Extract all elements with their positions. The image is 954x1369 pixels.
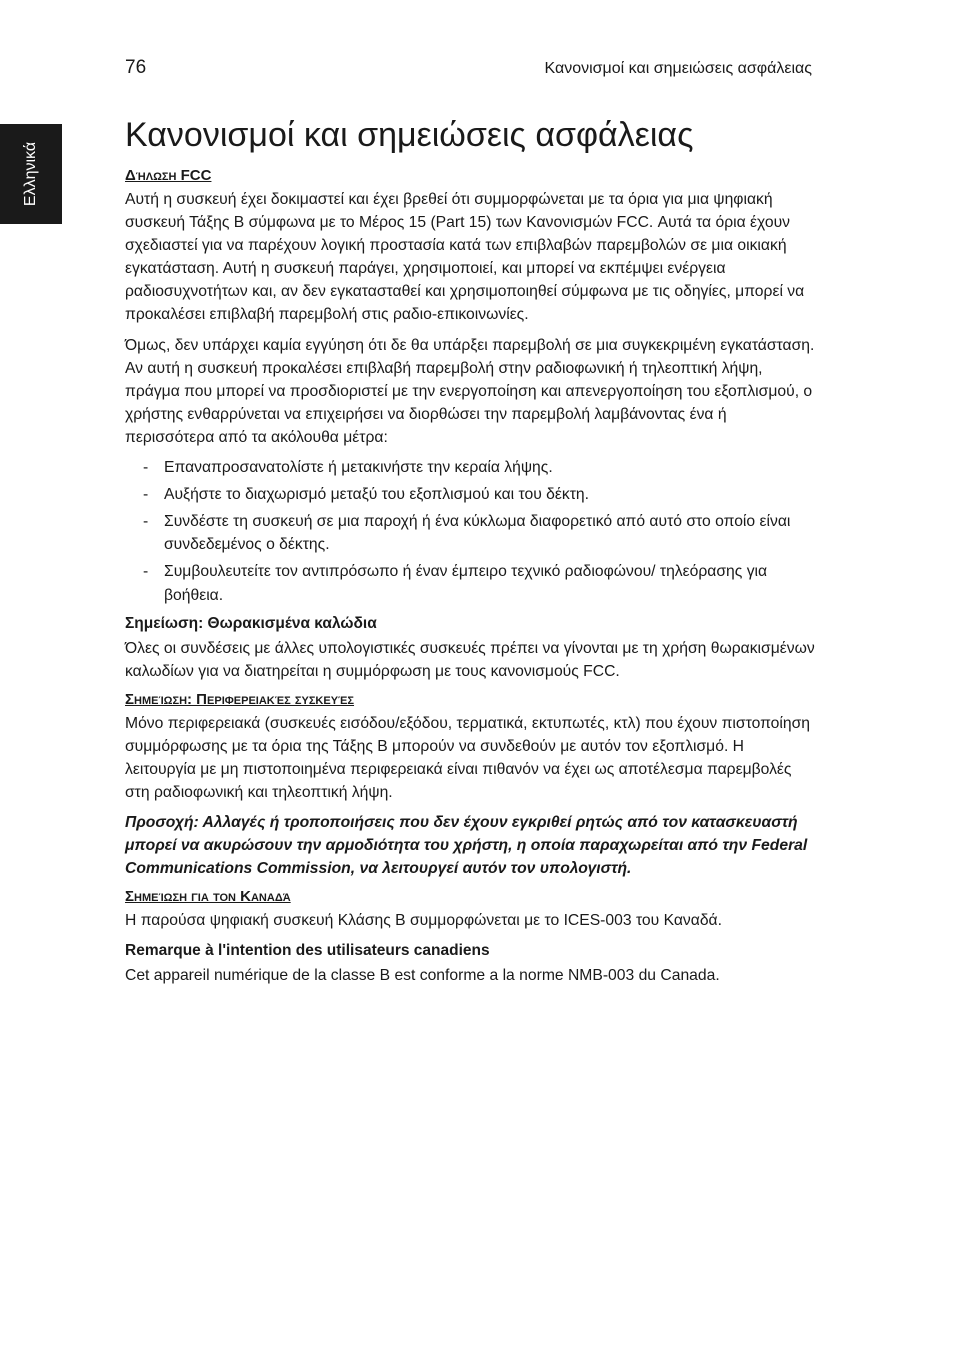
fcc-measures-list: [125, 456, 815, 607]
fcc-paragraph-1: Αυτή η συσκευή έχει δοκιμαστεί και έχει βρεθεί ότι συμμορφώνεται με τα όρια για μια ψηφιακή συσκευή Τάξης B σύμφωνα με το Μέρος 15 (Part 15) των Κανονισμών FCC. Αυτά τα όρια έχουν σχεδιαστεί για να παρέχουν λογική προστασία κατά των επιβλαβών παρεμβολών σε μια οικιακή εγκατάσταση. Αυτή η συσκευή παράγει, χρησιμοποιεί, και μπορεί να εκπέμψει ενέργεια ραδιοσυχνοτήτων και, αν δεν εγκατασταθεί και χρησιμοποιηθεί σύμφωνα με τις οδηγίες, μπορεί να προκαλέσει επιβλαβή παρεμβολή στις ραδιο-επικοινωνίες.: [125, 191, 805, 324]
page-title: Κανονισμοί και σημειώσεις ασφάλειας: [125, 116, 694, 154]
page-number: 76: [125, 57, 147, 78]
list-item: - Αυξήστε το διαχωρισμό μεταξύ του εξοπλισμού και του δέκτη.: [125, 483, 815, 506]
language-side-tab-label: Ελληνικά: [22, 141, 39, 207]
canada-heading: Σημείωση για τον Καναδά: [125, 888, 291, 906]
list-item: - Συμβουλευτείτε τον αντιπρόσωπο ή έναν έμπειρο τεχνικό ραδιοφώνου/ τηλεόρασης για βοήθεια.: [125, 560, 815, 606]
list-item: - Συνδέστε τη συσκευή σε μια παροχή ή ένα κύκλωμα διαφορετικό από αυτό στο οποίο είναι συνδεδεμένος ο δέκτης.: [125, 510, 815, 556]
page-content: [125, 112, 815, 994]
peripherals-paragraph: Μόνο περιφερειακά (συσκευές εισόδου/εξόδου, τερματικά, εκτυπωτές, κτλ) που έχουν πιστοποίηση συμμόρφωσης με τα όρια της Τάξης B μπορούν να συνδεθούν με αυτόν τον εξοπλισμό. Η λειτουργία με μη πιστοποιημένα περιφερειακά είναι πιθανόν να έχει ως αποτέλεσμα παρεμβολές στη ραδιοφωνική και τηλεοπτική λήψη.: [125, 714, 811, 802]
fcc-paragraph-2: Όμως, δεν υπάρχει καμία εγγύηση ότι δε θα υπάρξει παρεμβολή σε μια συγκεκριμένη εγκατάσταση. Αν αυτή η συσκευή προκαλέσει επιβλαβή παρεμβολή στην ραδιοφωνική ή τηλεοπτική λήψη, πράγμα που μπορεί να προσδιοριστεί με την ενεργοποίηση και απενεργοποίηση του εξοπλισμού, ο χρήστης ενθαρρύνεται να επιχειρήσει να διορθώσει την παρεμβολή λαμβάνοντας ένα ή περισσότερα από τα ακόλουθα μέτρα:: [125, 336, 815, 446]
running-header: Κανονισμοί και σημειώσεις ασφάλειας: [544, 60, 812, 77]
shielded-cables-paragraph: Όλες οι συνδέσεις με άλλες υπολογιστικές συσκευές πρέπει να γίνονται με τη χρήση θωρακισμένων καλωδίων για να διατηρείται η συμμόρφωση με τους κανονισμούς FCC.: [125, 639, 815, 680]
list-item: - Επαναπροσανατολίστε ή μετακινήστε την κεραία λήψης.: [125, 456, 815, 479]
shielded-cables-heading: Σημείωση: Θωρακισμένα καλώδια: [125, 614, 377, 632]
caution-paragraph: Προσοχή: Αλλαγές ή τροποποιήσεις που δεν έχουν εγκριθεί ρητώς από τον κατασκευαστή μπορεί να ακυρώσουν την αρμοδιότητα του χρήστη, η οποία παραχωρείται από την Federal Communications Commission, να λειτουργεί αυτόν τον υπολογιστή.: [125, 814, 808, 878]
canada-paragraph: Η παρούσα ψηφιακή συσκευή Κλάσης B συμμορφώνεται με το ICES-003 του Καναδά.: [125, 912, 722, 930]
peripherals-heading: Σημείωση: Περιφερειακές συσκευές: [125, 690, 355, 708]
canada-french-heading: Remarque à l'intention des utilisateurs canadiens: [125, 941, 490, 959]
language-side-tab: [0, 124, 62, 224]
fcc-statement-heading: Δήλωση FCC: [125, 167, 212, 184]
canada-french-paragraph: Cet appareil numérique de la classe B est conforme a la norme NMB-003 du Canada.: [125, 966, 720, 984]
